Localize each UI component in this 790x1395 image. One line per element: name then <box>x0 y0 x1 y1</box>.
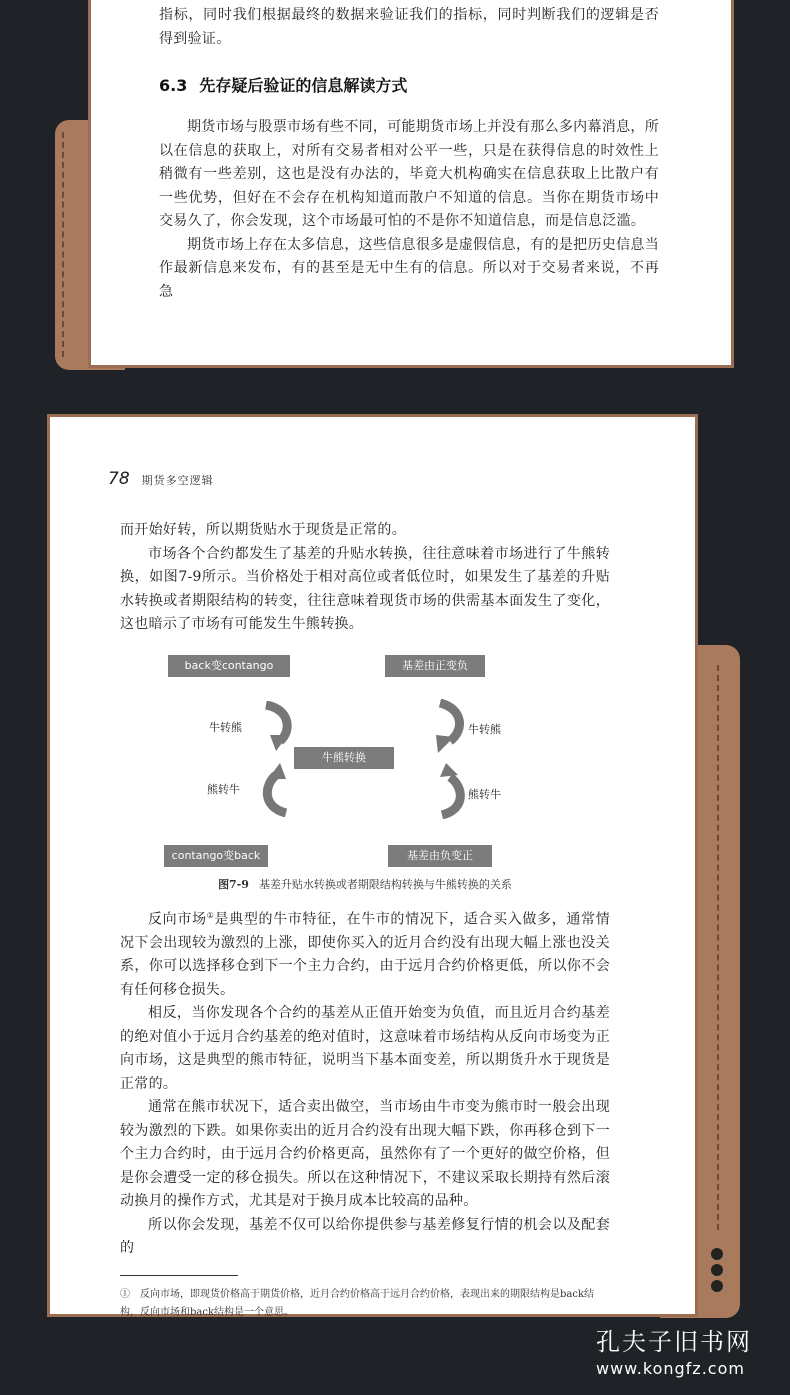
figure-number: 图7-9 <box>218 877 249 891</box>
top-page-prev-paragraph: 指标，同时我们根据最终的数据来验证我们的指标，同时判断我们的逻辑是否得到验证。 <box>159 7 659 47</box>
paragraph-d: 相反，当你发现各个合约的基差从正值开始变为负值，而且近月合约基差的绝对值小于远月合约基差的绝对值时，这意味着市场结构从反向市场变为正向市场，这是典型的熊市特征，说明当下基本面变差，所以期货升水于现货是正常的。 <box>120 1005 610 1092</box>
box-contango-to-back: contango变back <box>164 845 268 867</box>
top-page-paragraph-1: 期货市场与股票市场有些不同，可能期货市场上并没有那么多内幕消息，所以在信息的获取上，对所有交易者相对公平一些，只是在获得信息的时效性上稍微有一些差别，这也是没有办法的，毕竟大机构确实在信息获取上比散户有一些优势，但好在不会存在机构知道而散户不知道的信息。当你在期货市场中交易久了，你会发现，这个市场最可怕的不是你不知道信息，而是信息泛滥。 <box>159 119 659 229</box>
right-tab-stitch <box>717 665 719 1230</box>
curved-arrow-left-bottom-icon <box>260 761 296 817</box>
paragraph-e: 通常在熊市状况下，适合卖出做空，当市场由牛市变为熊市时一般会出现较为激烈的下跌。如果你卖出的近月合约没有出现大幅下跌，你再移仓到下一个主力合约时，由于远月合约价格更高，虽然你有了一个更好的做空价格，但是你会遭受一定的移仓损失。所以在这种情况下，不建议采取长期持有然后滚动换月的操作方式，尤其是对于换月成本比较高的品种。 <box>120 1099 610 1210</box>
page-header <box>108 469 214 489</box>
label-right-bear-to-bull: 熊转牛 <box>468 787 501 801</box>
curved-arrow-right-top-icon <box>430 699 466 755</box>
box-back-to-contango: back变contango <box>168 655 290 677</box>
curved-arrow-left-top-icon <box>260 701 296 753</box>
footnote-marker: ① <box>206 910 215 920</box>
paragraph-c-lead: 反向市场 <box>148 911 207 928</box>
label-right-bull-to-bear: 牛转熊 <box>468 722 501 736</box>
label-left-bull-to-bear: 牛转熊 <box>209 720 242 734</box>
footnote: ① 反向市场，即现货价格高于期货价格，近月合约价格高于远月合约价格，表现出来的期限结构是back结构，反向市场和back结构是一个意思。 <box>120 1288 595 1318</box>
section-number: 6.3 <box>159 76 188 95</box>
watermark-site-name: 孔夫子旧书网 <box>596 1328 752 1356</box>
bottom-page <box>47 414 698 1317</box>
watermark-url: www.kongfz.com <box>596 1359 745 1378</box>
paragraph-a: 而开始好转，所以期货贴水于现货是正常的。 <box>120 522 406 538</box>
paragraph-c <box>120 904 610 1003</box>
box-basis-positive-to-negative: 基差由正变负 <box>385 655 485 677</box>
left-tab-stitch <box>62 132 66 357</box>
section-heading <box>159 73 659 96</box>
figure-7-9-diagram <box>120 649 610 874</box>
watermark <box>596 1322 752 1378</box>
section-title: 先存疑后验证的信息解读方式 <box>199 76 408 95</box>
figure-caption-text: 基差升贴水转换或者期限结构转换与牛熊转换的关系 <box>258 877 512 891</box>
book-title: 期货多空逻辑 <box>141 474 214 487</box>
page-number: 78 <box>108 469 130 489</box>
page-body <box>120 519 610 1332</box>
box-bull-bear-switch: 牛熊转换 <box>294 747 394 769</box>
box-basis-negative-to-positive: 基差由负变正 <box>388 845 492 867</box>
figure-caption <box>120 876 610 892</box>
label-left-bear-to-bull: 熊转牛 <box>207 782 240 796</box>
top-page <box>88 0 734 368</box>
curved-arrow-right-bottom-icon <box>432 763 468 819</box>
paragraph-b: 市场各个合约都发生了基差的升贴水转换，往往意味着市场进行了牛熊转换，如图7-9所示。当价格处于相对高位或者低位时，如果发生了基差的升贴水转换或者期限结构的转变，往往意味着现货市场的供需基本面发生了变化，这也暗示了市场有可能发生牛熊转换。 <box>120 545 610 632</box>
more-dots-icon <box>711 1248 725 1296</box>
footnote-divider <box>120 1275 238 1276</box>
top-page-paragraph-2: 期货市场上存在太多信息，这些信息很多是虚假信息，有的是把历史信息当作最新信息来发布，有的甚至是无中生有的信息。所以对于交易者来说，不再急 <box>159 236 659 300</box>
paragraph-f: 所以你会发现，基差不仅可以给你提供参与基差修复行情的机会以及配套的 <box>120 1216 610 1257</box>
paragraph-c-rest: 是典型的牛市特征，在牛市的情况下，适合买入做多，通常情况下会出现较为激烈的上涨，即使你买入的近月合约没有出现大幅上涨也没关系，你可以选择移仓到下一个主力合约，由于远月合约价格更低，所以你不会有任何移仓损失。 <box>120 911 610 998</box>
